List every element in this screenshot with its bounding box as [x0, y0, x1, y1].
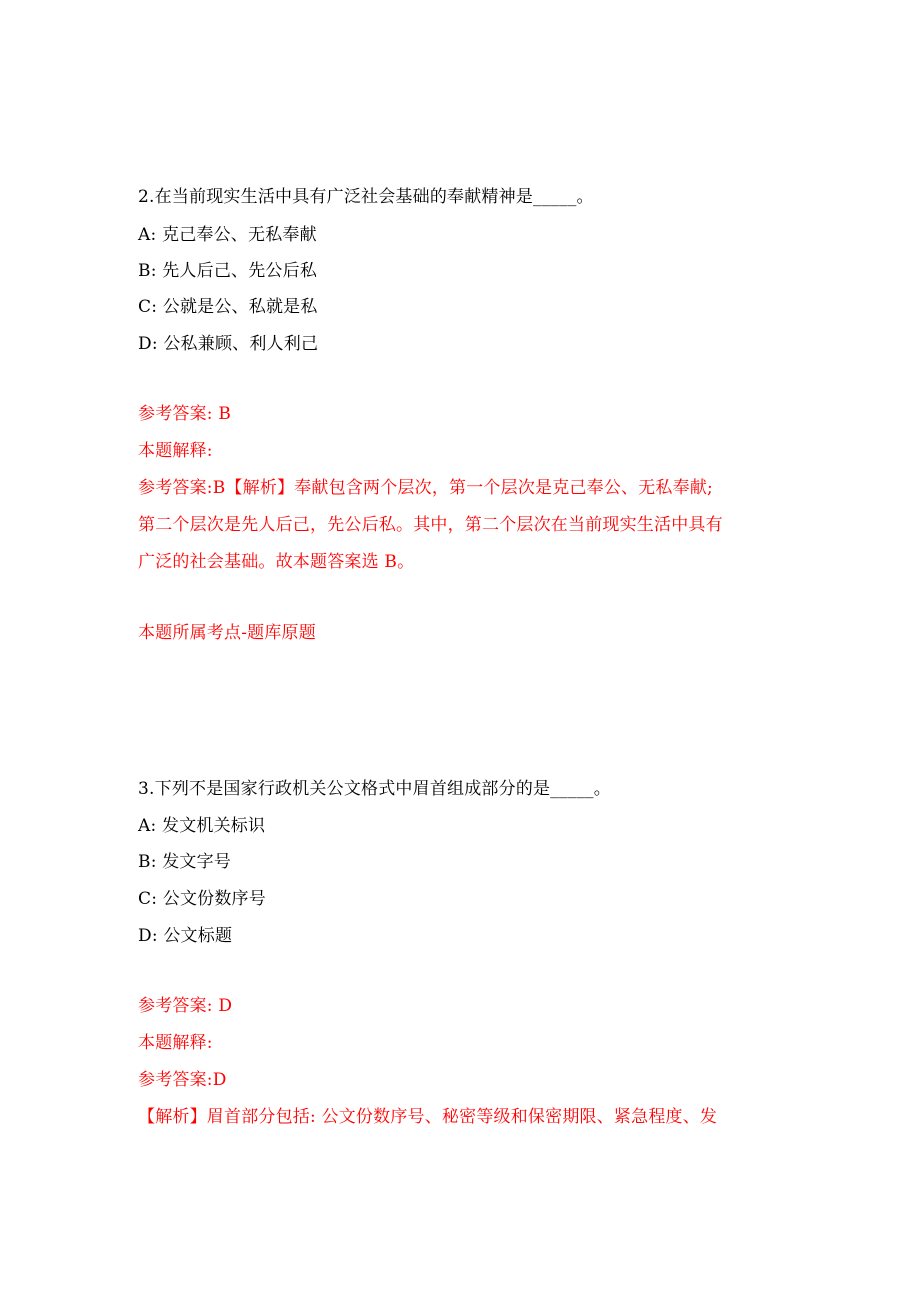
question-2-option-b: B: 先人后己、先公后私 [138, 261, 318, 281]
question-2-explain-line-3: 广泛的社会基础。故本题答案选 B。 [138, 552, 415, 572]
question-2-option-a: A: 克己奉公、无私奉献 [138, 225, 317, 245]
question-2-explain-line-2: 第二个层次是先人后己，先公后私。其中，第二个层次在当前现实生活中具有 [138, 515, 723, 535]
question-2-source: 本题所属考点-题库原题 [138, 623, 316, 643]
question-3-option-d: D: 公文标题 [138, 926, 233, 946]
question-2-answer: 参考答案: B [138, 404, 232, 424]
question-3-answer: 参考答案: D [138, 996, 233, 1016]
question-3-option-c: C: 公文份数序号 [138, 889, 266, 909]
question-3-explain-label: 本题解释: [138, 1033, 213, 1053]
question-2-explain-label: 本题解释: [138, 441, 213, 461]
question-2-stem: 2.在当前现实生活中具有广泛社会基础的奉献精神是_____。 [138, 187, 594, 207]
question-2-explain-line-1: 参考答案:B【解析】奉献包含两个层次，第一个层次是克己奉公、无私奉献; [138, 478, 713, 498]
question-3-stem: 3.下列不是国家行政机关公文格式中眉首组成部分的是_____。 [138, 779, 611, 799]
question-3-option-b: B: 发文字号 [138, 852, 232, 872]
question-3-explain-line-1: 参考答案:D [138, 1070, 227, 1090]
question-2-option-d: D: 公私兼顾、利人利己 [138, 334, 319, 354]
question-3-explain-line-2: 【解析】眉首部分包括: 公文份数序号、秘密等级和保密期限、紧急程度、发 [138, 1107, 718, 1127]
question-2-option-c: C: 公就是公、私就是私 [138, 297, 318, 317]
question-3-option-a: A: 发文机关标识 [138, 816, 266, 836]
